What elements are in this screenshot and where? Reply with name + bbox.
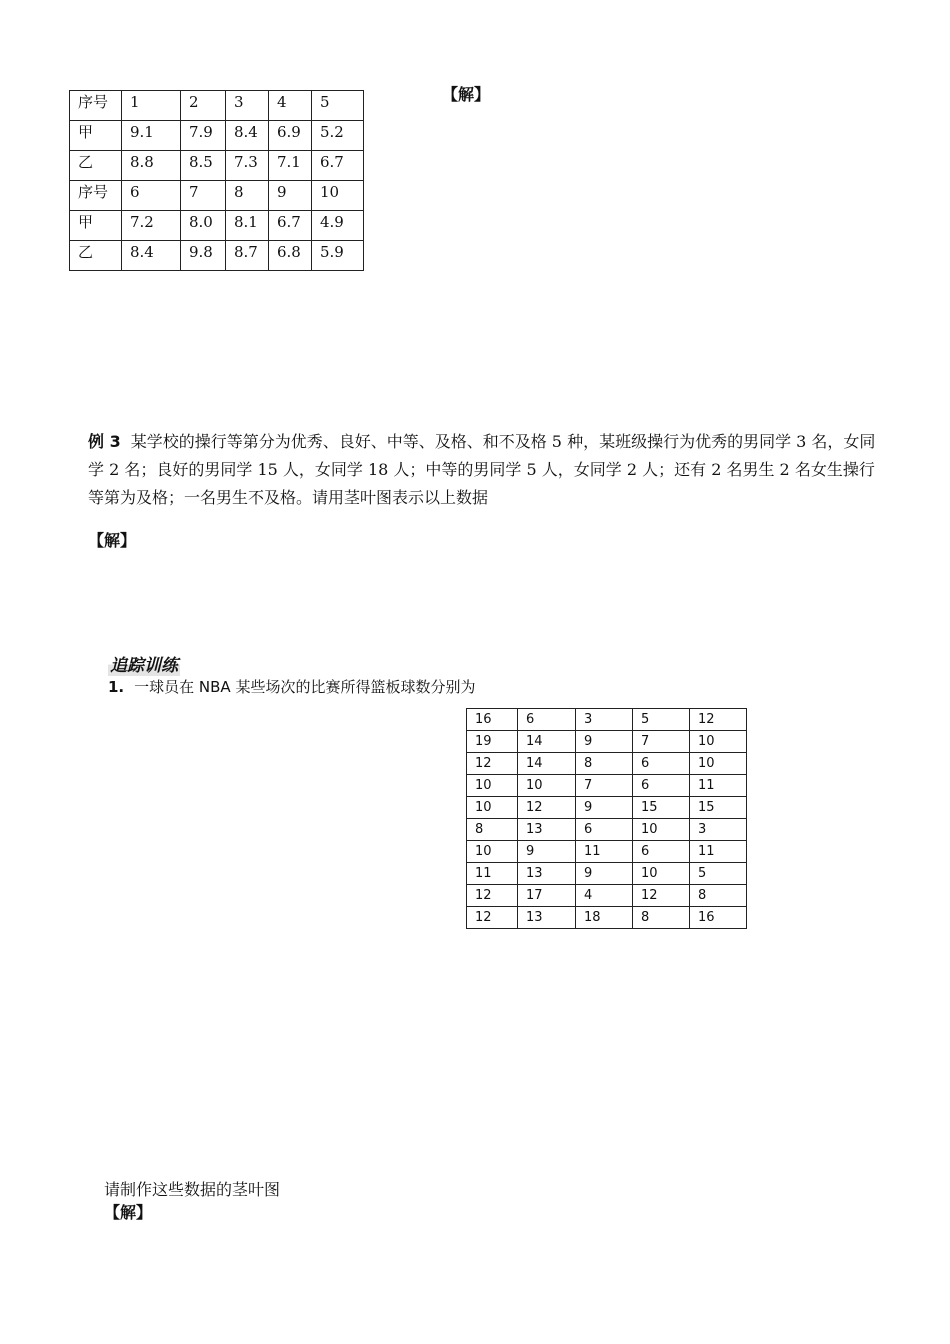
score-table-cell: 9.8 bbox=[181, 241, 226, 271]
rebound-table-cell: 13 bbox=[518, 819, 576, 841]
rebound-table-cell: 6 bbox=[576, 819, 633, 841]
rebound-table-cell: 10 bbox=[518, 775, 576, 797]
example-3-text: 某学校的操行等第分为优秀、良好、中等、及格、和不及格 5 种，某班级操行为优秀的男同学 3 名，女同学 2 名；良好的男同学 15 人，女同学 18 人；中等的男同学 5 人，女同学 2 人；还有 2 名男生 2 名女生操行等第为及格；一名男生不及格。请用茎叶图表示以上数据 bbox=[88, 432, 876, 507]
score-table-cell: 1 bbox=[122, 91, 181, 121]
score-table bbox=[69, 90, 364, 271]
rebound-table-cell: 9 bbox=[518, 841, 576, 863]
rebound-table-cell: 19 bbox=[467, 731, 518, 753]
rebound-table-cell: 14 bbox=[518, 731, 576, 753]
rebound-table-row bbox=[467, 731, 747, 753]
score-table-cell: 2 bbox=[181, 91, 226, 121]
score-table-cell: 8.5 bbox=[181, 151, 226, 181]
rebound-table-cell: 11 bbox=[467, 863, 518, 885]
rebound-table-cell: 12 bbox=[690, 709, 747, 731]
rebound-table-cell: 15 bbox=[633, 797, 690, 819]
rebound-table-cell: 10 bbox=[690, 731, 747, 753]
rebound-table-cell: 3 bbox=[690, 819, 747, 841]
rebound-table-cell: 11 bbox=[690, 841, 747, 863]
score-table-cell: 5.2 bbox=[312, 121, 364, 151]
rebound-table-cell: 3 bbox=[576, 709, 633, 731]
score-table-cell: 7.9 bbox=[181, 121, 226, 151]
rebound-table-cell: 8 bbox=[467, 819, 518, 841]
rebound-table-cell: 11 bbox=[690, 775, 747, 797]
rebound-table-cell: 6 bbox=[633, 775, 690, 797]
score-table-cell: 8 bbox=[226, 181, 269, 211]
rebound-table-cell: 10 bbox=[633, 819, 690, 841]
rebound-table-cell: 18 bbox=[576, 907, 633, 929]
example-3 bbox=[88, 428, 878, 512]
score-table-cell: 3 bbox=[226, 91, 269, 121]
score-table-row bbox=[70, 121, 364, 151]
score-table-cell: 7 bbox=[181, 181, 226, 211]
question-number: 1. bbox=[108, 678, 125, 696]
rebound-table-row bbox=[467, 841, 747, 863]
rebound-table-cell: 16 bbox=[467, 709, 518, 731]
score-table-row bbox=[70, 91, 364, 121]
score-table-row bbox=[70, 181, 364, 211]
rebound-table-cell: 11 bbox=[576, 841, 633, 863]
score-table-cell: 序号 bbox=[70, 91, 122, 121]
rebound-table-cell: 12 bbox=[633, 885, 690, 907]
rebound-table-row bbox=[467, 863, 747, 885]
rebound-table-row bbox=[467, 819, 747, 841]
rebound-table-cell: 12 bbox=[467, 885, 518, 907]
rebound-table-row bbox=[467, 775, 747, 797]
score-table-cell: 6.9 bbox=[269, 121, 312, 151]
rebound-table-cell: 10 bbox=[690, 753, 747, 775]
score-table-cell: 5.9 bbox=[312, 241, 364, 271]
score-table-cell: 6.8 bbox=[269, 241, 312, 271]
example-3-label: 例 3 bbox=[88, 432, 121, 451]
score-table-cell: 甲 bbox=[70, 211, 122, 241]
tracking-question-1 bbox=[108, 676, 475, 697]
score-table-cell: 8.1 bbox=[226, 211, 269, 241]
score-table-row bbox=[70, 241, 364, 271]
question-text: 一球员在 NBA 某些场次的比赛所得篮板球数分别为 bbox=[134, 678, 476, 696]
score-table-cell: 8.7 bbox=[226, 241, 269, 271]
rebound-table-cell: 10 bbox=[467, 775, 518, 797]
answer-label-top: 【解】 bbox=[442, 85, 491, 104]
rebound-table-cell: 5 bbox=[633, 709, 690, 731]
rebound-table-cell: 4 bbox=[576, 885, 633, 907]
score-table-cell: 6 bbox=[122, 181, 181, 211]
rebound-table-cell: 7 bbox=[633, 731, 690, 753]
score-table-cell: 6.7 bbox=[312, 151, 364, 181]
answer-label-example-3: 【解】 bbox=[88, 531, 137, 550]
score-table-cell: 9 bbox=[269, 181, 312, 211]
rebound-table-cell: 14 bbox=[518, 753, 576, 775]
rebound-table-row bbox=[467, 753, 747, 775]
rebound-table-cell: 9 bbox=[576, 863, 633, 885]
rebound-table-cell: 13 bbox=[518, 863, 576, 885]
rebound-table-cell: 10 bbox=[467, 841, 518, 863]
rebound-table-cell: 8 bbox=[633, 907, 690, 929]
rebound-table-cell: 7 bbox=[576, 775, 633, 797]
rebound-table-cell: 15 bbox=[690, 797, 747, 819]
score-table-cell: 乙 bbox=[70, 151, 122, 181]
rebound-table-cell: 8 bbox=[576, 753, 633, 775]
score-table-cell: 5 bbox=[312, 91, 364, 121]
score-table-cell: 序号 bbox=[70, 181, 122, 211]
score-table-cell: 7.2 bbox=[122, 211, 181, 241]
rebound-table-cell: 6 bbox=[518, 709, 576, 731]
score-table-cell: 8.0 bbox=[181, 211, 226, 241]
rebound-table-cell: 6 bbox=[633, 753, 690, 775]
score-table-cell: 甲 bbox=[70, 121, 122, 151]
rebound-table-row bbox=[467, 797, 747, 819]
score-table-cell: 9.1 bbox=[122, 121, 181, 151]
rebound-table-row bbox=[467, 709, 747, 731]
rebound-table-cell: 6 bbox=[633, 841, 690, 863]
rebound-table-cell: 8 bbox=[690, 885, 747, 907]
score-table-row bbox=[70, 151, 364, 181]
rebound-table-cell: 10 bbox=[633, 863, 690, 885]
rebound-table-cell: 17 bbox=[518, 885, 576, 907]
rebound-table-cell: 13 bbox=[518, 907, 576, 929]
score-table-cell: 4.9 bbox=[312, 211, 364, 241]
score-table-cell: 乙 bbox=[70, 241, 122, 271]
rebound-table-cell: 12 bbox=[467, 907, 518, 929]
instruction-text: 请制作这些数据的茎叶图 bbox=[104, 1180, 281, 1199]
score-table-cell: 8.4 bbox=[122, 241, 181, 271]
rebound-table-cell: 9 bbox=[576, 731, 633, 753]
rebound-table-row bbox=[467, 907, 747, 929]
rebound-table-cell: 12 bbox=[518, 797, 576, 819]
score-table-cell: 8.4 bbox=[226, 121, 269, 151]
score-table-cell: 10 bbox=[312, 181, 364, 211]
score-table-cell: 6.7 bbox=[269, 211, 312, 241]
rebound-table-cell: 12 bbox=[467, 753, 518, 775]
rebound-table-cell: 9 bbox=[576, 797, 633, 819]
score-table-cell: 7.3 bbox=[226, 151, 269, 181]
rebound-table-row bbox=[467, 885, 747, 907]
rebound-table-cell: 10 bbox=[467, 797, 518, 819]
rebound-table bbox=[466, 708, 747, 929]
score-table-cell: 4 bbox=[269, 91, 312, 121]
tracking-title: 追踪训练 bbox=[108, 651, 180, 676]
score-table-cell: 8.8 bbox=[122, 151, 181, 181]
score-table-row bbox=[70, 211, 364, 241]
answer-label-bottom: 【解】 bbox=[104, 1203, 153, 1222]
rebound-table-cell: 5 bbox=[690, 863, 747, 885]
rebound-table-cell: 16 bbox=[690, 907, 747, 929]
score-table-cell: 7.1 bbox=[269, 151, 312, 181]
